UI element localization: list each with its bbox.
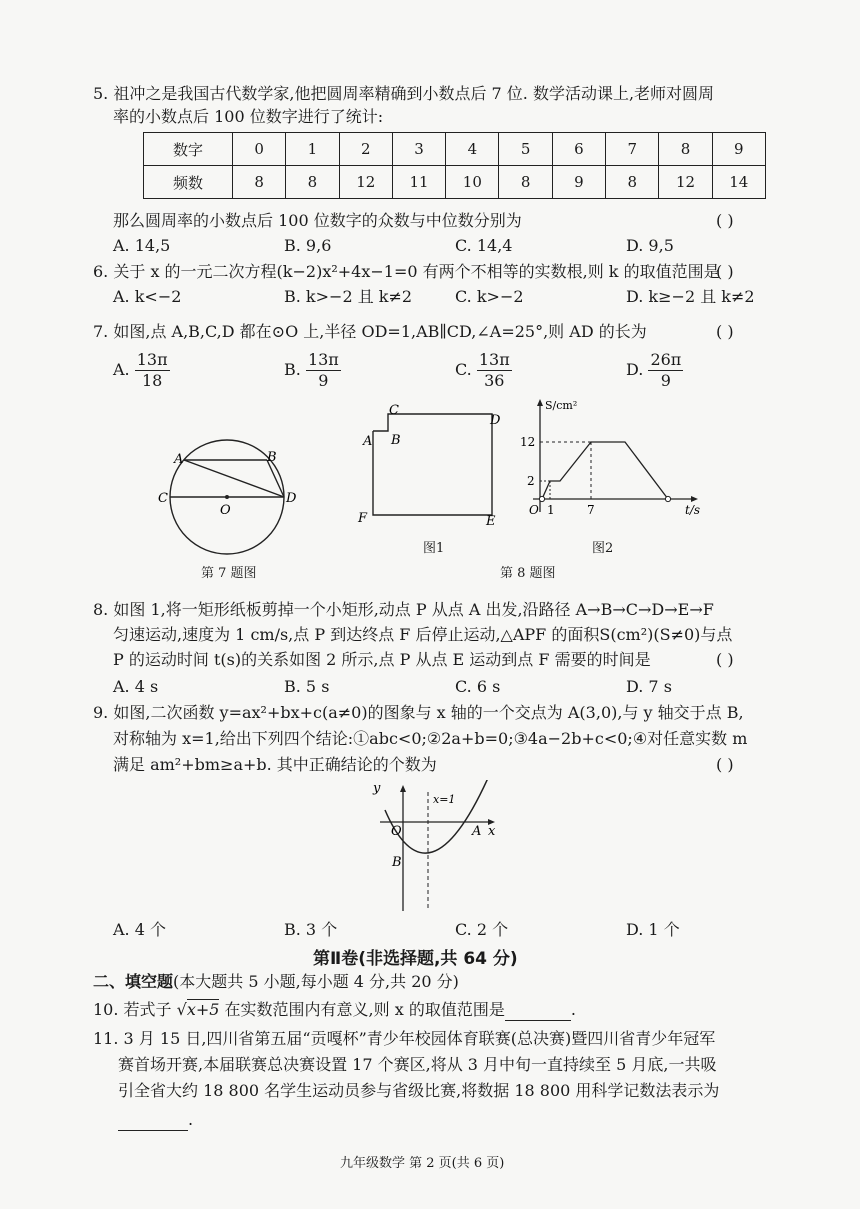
table-cell: 1: [286, 133, 339, 166]
cut-rectangle: [373, 414, 492, 515]
q5-line2: 率的小数点后 100 位数字进行了统计:: [113, 107, 384, 126]
open-point: [665, 496, 670, 501]
table-row: [144, 166, 766, 199]
denominator: 18: [141, 371, 163, 390]
label-a: A: [363, 434, 373, 449]
q11-line1: 11. 3 月 15 日,四川省第五届“贡嘎杯”青少年校园体育联赛(总决赛)暨四川省青少年冠军: [93, 1029, 716, 1048]
answer-blank[interactable]: [118, 1110, 188, 1131]
table-cell: 8: [659, 133, 712, 166]
table-cell: 10: [446, 166, 499, 199]
table-cell: 9: [552, 166, 605, 199]
table-cell: 5: [499, 133, 552, 166]
q7-option-d: [626, 350, 683, 391]
q8-option-c: C. 6 s: [455, 677, 501, 696]
q8-line2: 匀速运动,速度为 1 cm/s,点 P 到达终点 F 后停止运动,△APF 的面积S(cm²)(S≠0)与点: [113, 625, 733, 644]
q7-answer-paren: ( ): [716, 322, 734, 341]
q10-line: [93, 1000, 576, 1021]
q9-option-a: A. 4 个: [113, 920, 166, 939]
label-b: B: [392, 855, 402, 870]
numerator: 26π: [650, 350, 682, 369]
option-label: A.: [113, 360, 130, 379]
table-cell: 14: [712, 166, 765, 199]
origin-label: O: [529, 503, 539, 517]
label-f: F: [358, 511, 368, 526]
label-d: D: [490, 413, 501, 428]
label-a: A: [174, 452, 184, 467]
q9-option-c: C. 2 个: [455, 920, 509, 939]
frequency-table: [143, 132, 766, 199]
q10-end: .: [570, 1000, 576, 1019]
fraction: [306, 350, 341, 391]
page-footer: 九年级数学 第 2 页(共 6 页): [340, 1156, 505, 1171]
denominator: 9: [318, 371, 329, 390]
numerator: 13π: [136, 350, 168, 369]
table-cell: 11: [392, 166, 445, 199]
q8-fig2-caption: 图2: [592, 541, 614, 556]
radicand: x+5: [186, 1000, 220, 1019]
x-axis-label: t/s: [685, 503, 701, 517]
table-cell: 3: [392, 133, 445, 166]
q11-line3: 引全省大约 18 800 名学生运动员参与省级比赛,将数据 18 800 用科学记数法表示为: [118, 1081, 720, 1100]
table-cell: 6: [552, 133, 605, 166]
q9-parabola-graph: [365, 780, 505, 915]
fraction: [477, 350, 512, 391]
q9-line3: 满足 am²+bm≥a+b. 其中正确结论的个数为: [113, 755, 437, 774]
q7-circle-figure: [150, 430, 310, 570]
q7-option-b: [284, 350, 341, 391]
x-axis-arrow: [691, 496, 698, 502]
q8-answer-paren: ( ): [716, 650, 734, 669]
label-e: E: [486, 514, 496, 529]
q5-option-c: C. 14,4: [455, 236, 513, 255]
table-cell: 8: [233, 166, 286, 199]
q6-option-b: B. k>−2 且 k≠2: [284, 287, 413, 306]
table-cell: 4: [446, 133, 499, 166]
section-heading: [93, 972, 459, 992]
q8-figure-caption: 第 8 题图: [500, 566, 556, 581]
symmetry-label: x=1: [433, 793, 456, 806]
table-row: [144, 133, 766, 166]
q7-figure-caption: 第 7 题图: [201, 566, 257, 581]
table-cell: 2: [339, 133, 392, 166]
denominator: 36: [484, 371, 505, 390]
q11-line2: 赛首场开赛,本届联赛总决赛设置 17 个赛区,将从 3 月中旬一直持续至 5 月底,一共吸: [118, 1055, 717, 1074]
option-label: D.: [626, 360, 644, 379]
q5-option-d: D. 9,5: [626, 236, 674, 255]
label-c: C: [389, 403, 399, 418]
label-d: D: [286, 491, 297, 506]
denominator: 9: [660, 371, 671, 390]
numerator: 13π: [478, 350, 510, 369]
q5-line3: 那么圆周率的小数点后 100 位数字的众数与中位数分别为: [113, 211, 522, 230]
numerator: 13π: [307, 350, 339, 369]
q6-option-d: D. k≥−2 且 k≠2: [626, 287, 755, 306]
option-label: C.: [455, 360, 472, 379]
section-label: 二、填空题: [93, 972, 174, 991]
open-point: [539, 496, 544, 501]
q9-option-d: D. 1 个: [626, 920, 680, 939]
table-cell: 12: [339, 166, 392, 199]
option-label: B.: [284, 360, 301, 379]
q7-option-a: [113, 350, 170, 391]
q9-option-b: B. 3 个: [284, 920, 338, 939]
part2-title: 第Ⅱ卷(非选择题,共 64 分): [313, 949, 518, 969]
q10-prefix: 10. 若式子: [93, 1000, 172, 1019]
area-time-curve: [542, 442, 668, 499]
q9-answer-paren: ( ): [716, 755, 734, 774]
q8-figure1: [355, 400, 505, 530]
q5-answer-paren: ( ): [716, 211, 734, 230]
x-label: x: [488, 824, 496, 839]
q6-option-a: A. k<−2: [113, 287, 182, 306]
y-axis-arrow: [400, 785, 406, 792]
q8-line3: P 的运动时间 t(s)的关系如图 2 所示,点 P 从点 E 运动到点 F 需要的时间是: [113, 650, 651, 669]
fraction: [135, 350, 170, 391]
table-cell: 7: [606, 133, 659, 166]
q8-line1: 8. 如图 1,将一矩形纸板剪掉一个小矩形,动点 P 从点 A 出发,沿路径 A→B→C→D→E→F: [93, 600, 714, 619]
q9-line2: 对称轴为 x=1,给出下列四个结论:①abc<0;②2a+b=0;③4a−2b+c<0;④对任意实数 m: [113, 729, 748, 748]
label-b: B: [267, 450, 277, 465]
fraction: [648, 350, 683, 391]
q8-option-a: A. 4 s: [113, 677, 159, 696]
q6-answer-paren: ( ): [716, 262, 734, 281]
q8-option-d: D. 7 s: [626, 677, 672, 696]
q7-option-c: [455, 350, 512, 391]
origin-label: O: [391, 824, 402, 839]
tick-12: 12: [520, 435, 536, 449]
table-cell: 12: [659, 166, 712, 199]
y-label: y: [373, 781, 381, 796]
table-cell: 数字: [144, 133, 233, 166]
label-b: B: [391, 433, 401, 448]
table-cell: 9: [712, 133, 765, 166]
q11-answer-line: [118, 1110, 193, 1131]
table-cell: 8: [286, 166, 339, 199]
sqrt-expression: √x+5: [176, 1000, 220, 1019]
q8-figure2-graph: [515, 395, 710, 525]
answer-blank[interactable]: [505, 1000, 571, 1021]
q6-line1: 6. 关于 x 的一元二次方程(k−2)x²+4x−1=0 有两个不相等的实数根,则 k 的取值范围是: [93, 262, 720, 281]
q10-body: 在实数范围内有意义,则 x 的取值范围是: [224, 1000, 505, 1019]
q6-option-c: C. k>−2: [455, 287, 524, 306]
table-cell: 0: [233, 133, 286, 166]
label-a: A: [472, 824, 482, 839]
y-axis-arrow: [537, 399, 543, 406]
table-cell: 频数: [144, 166, 233, 199]
tick-7: 7: [587, 503, 595, 517]
q5-option-b: B. 9,6: [284, 236, 332, 255]
tick-2: 2: [527, 474, 535, 488]
q7-line1: 7. 如图,点 A,B,C,D 都在⊙O 上,半径 OD=1,AB∥CD,∠A=25°,则 AD 的长为: [93, 322, 647, 341]
label-c: C: [158, 491, 168, 506]
table-cell: 8: [499, 166, 552, 199]
q5-line1: 5. 祖冲之是我国古代数学家,他把圆周率精确到小数点后 7 位. 数学活动课上,老师对圆周: [93, 84, 715, 103]
q8-option-b: B. 5 s: [284, 677, 330, 696]
section-note: (本大题共 5 小题,每小题 4 分,共 20 分): [173, 972, 459, 991]
q5-option-a: A. 14,5: [113, 236, 171, 255]
q9-line1: 9. 如图,二次函数 y=ax²+bx+c(a≠0)的图象与 x 轴的一个交点为 A(3,0),与 y 轴交于点 B,: [93, 703, 744, 722]
center-point: [225, 495, 229, 499]
label-o: O: [220, 503, 231, 518]
q8-fig1-caption: 图1: [423, 541, 445, 556]
table-cell: 8: [606, 166, 659, 199]
y-axis-label: S/cm²: [545, 399, 578, 412]
q11-end: .: [188, 1110, 194, 1129]
tick-1: 1: [547, 503, 555, 517]
